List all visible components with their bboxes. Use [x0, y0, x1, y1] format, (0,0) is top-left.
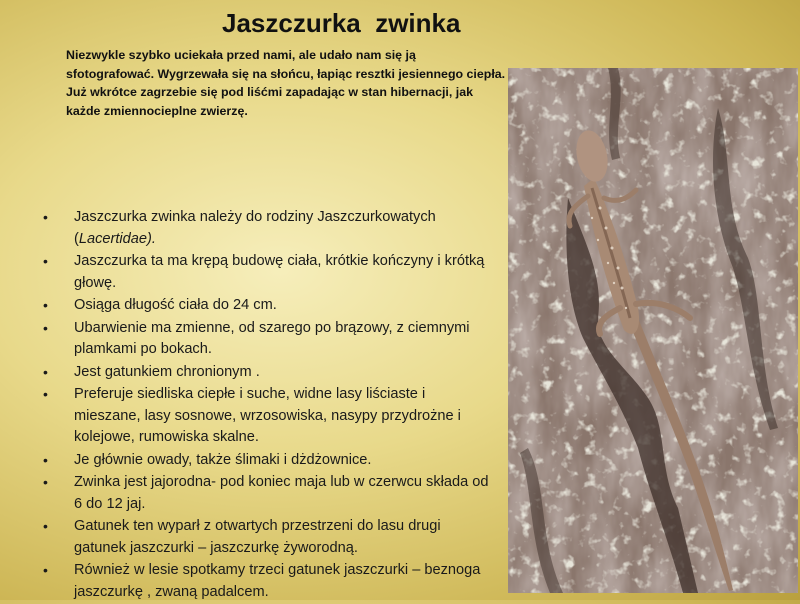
fact-text: Osiąga długość ciała do 24 cm. — [74, 297, 277, 313]
fact-item — [40, 450, 495, 472]
lizard-on-bark-illustration — [508, 68, 798, 593]
fact-item — [40, 472, 495, 515]
fact-text: Jaszczurka zwinka należy do rodziny Jaszczurkowatych ( — [74, 209, 436, 247]
fact-item — [40, 516, 495, 559]
fact-item — [40, 318, 495, 361]
fact-text: Ubarwienie ma zmienne, od szarego po brązowy, z ciemnymi plamkami po bokach. — [74, 319, 470, 357]
fact-text: Również w lesie spotkamy trzeci gatunek jaszczurki – beznoga jaszczurkę , zwaną padalcem. — [74, 562, 481, 600]
fact-text: Zwinka jest jajorodna- pod koniec maja lub w czerwcu składa od 6 do 12 jaj. — [74, 474, 489, 512]
fact-text: Je głównie owady, także ślimaki i dżdżownice. — [74, 451, 372, 468]
intro-paragraph: Niezwykle szybko uciekała przed nami, ale udało nam się ją sfotografować. Wygrzewała się na słońcu, łapiąc resztki jesiennego ciepła. Już wkrótce zagrzebie się pod liśćmi zapadając w stan hibernacji, jak każde zmiennocieplne zwierzę. — [66, 48, 506, 118]
lizard-photo — [508, 68, 798, 593]
fact-item — [40, 251, 495, 294]
fact-text: Jaszczurka ta ma krępą budowę ciała, krótkie kończyny i krótką głowę. — [74, 253, 485, 291]
fact-text: Gatunek ten wyparł z otwartych przestrzeni do lasu drugi gatunek jaszczurki – jaszczurkę żyworodną. — [74, 518, 441, 556]
fact-italic: Lacertidae). — [78, 230, 156, 247]
facts-list — [40, 207, 495, 604]
fact-item — [40, 362, 495, 384]
fact-item — [40, 560, 495, 603]
slide-title: Jaszczurka zwinka — [222, 8, 461, 38]
fact-item — [40, 295, 495, 317]
fact-item — [40, 207, 495, 250]
fact-text: Preferuje siedliska ciepłe i suche, widne lasy liściaste i mieszane, lasy sosnowe, wrzosowiska, nasypy przydrożne i kolejowe, rumowiska skalne. — [74, 386, 461, 445]
fact-item — [40, 384, 495, 449]
fact-text: Jest gatunkiem chronionym . — [74, 363, 260, 380]
